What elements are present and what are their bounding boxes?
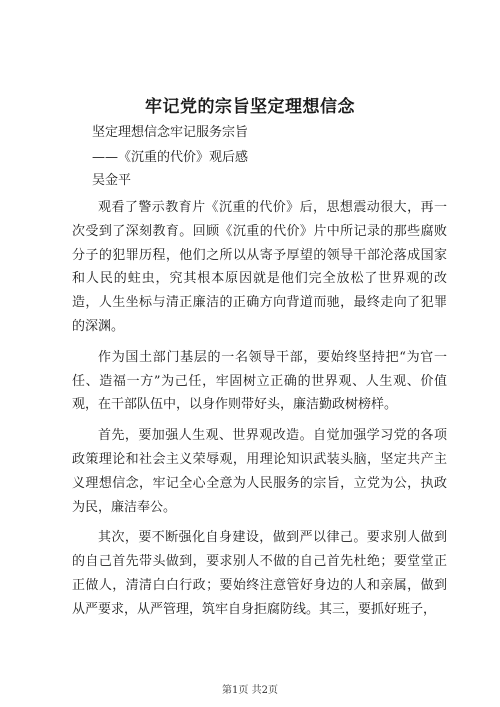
body-paragraph: 其次，要不断强化自身建设，做到严以律己。要求别人做到的自己首先带头做到，要求别人不做的自己首先杜绝；要堂堂正正做人，清清白白行政；要始终注意管好身边的人和亲属，做到从严要求，从严管理，筑牢自身拒腐防线。其三，要抓好班子， — [72, 530, 447, 617]
body-paragraph: 首先，要加强人生观、世界观改造。自觉加强学习党的各项政策理论和社会主义荣辱观，用理论知识武装头脑，坚定共产主义理想信念，牢记全心全意为人民服务的宗旨，立党为公，执政为民，廉洁奉公。 — [72, 428, 447, 515]
body-paragraph: 作为国土部门基层的一名领导干部，要始终坚持把“为官一任、造福一方”为己任，牢固树立正确的世界观、人生观、价值观，在干部队伍中，以身作则带好头，廉洁勤政树榜样。 — [72, 349, 447, 413]
document-author: 吴金平 — [92, 173, 132, 188]
document-subtitle-secondary: ——《沉重的代价》观后感 — [92, 150, 249, 165]
document-body — [72, 196, 447, 629]
document-subtitle: 坚定理想信念牢记服务宗旨 — [92, 125, 249, 140]
body-paragraph: 观看了警示教育片《沉重的代价》后，思想震动很大，再一次受到了深刻教育。回顾《沉重的代价》片中所记录的那些腐败分子的犯罪历程，他们之所以从寄予厚望的领导干部沦落成国家和人民的蛀虫，究其根本原因就是他们完全放松了世界观的改造，人生坐标与清正廉洁的正确方向背道而驰，最终走向了犯罪的深渊。 — [72, 200, 447, 334]
document-title: 牢记党的宗旨坚定理想信念 — [145, 97, 355, 117]
page-footer: 第1页 共2页 — [222, 685, 278, 696]
